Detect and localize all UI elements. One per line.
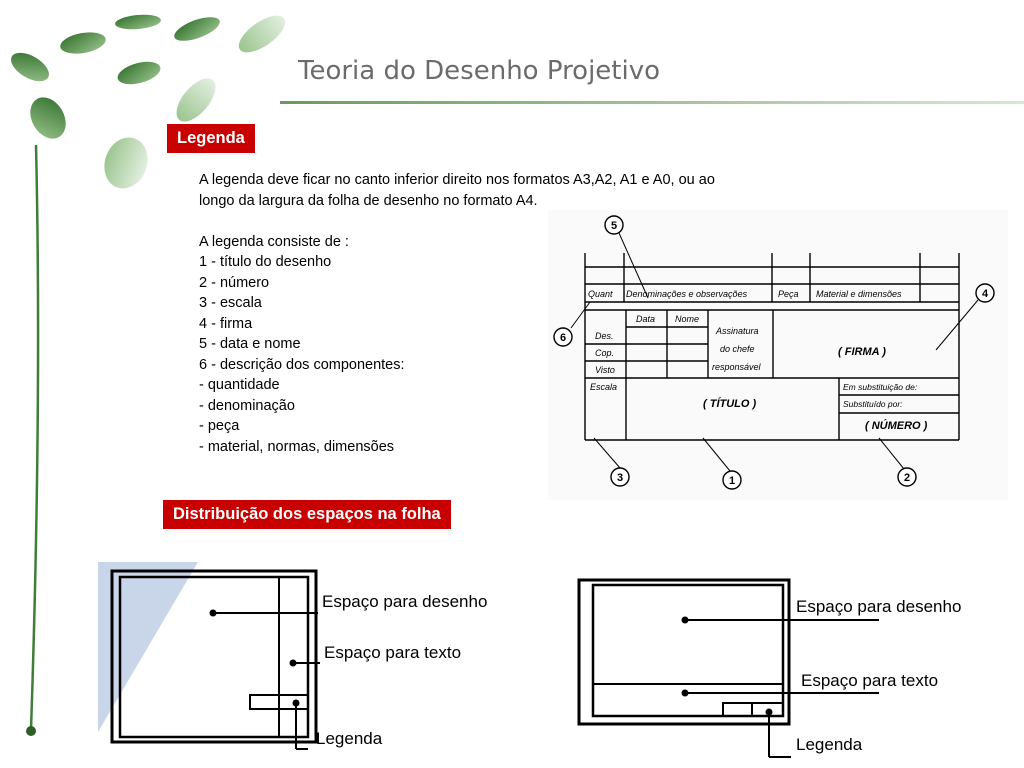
leaf-7 [115,58,163,89]
leaf-8 [169,72,222,129]
leaf-6 [23,91,73,145]
callout-3: 3 [616,472,624,484]
intro-line-1: A legenda deve ficar no canto inferior direito nos formatos A3,A2, A1 e A0, ou ao [199,172,715,188]
sig-2: do chefe [720,344,755,354]
legend-item: 2 - número [199,274,270,291]
left-text-label: Espaço para texto [324,643,462,662]
left-drawing-label: Espaço para desenho [322,592,488,611]
stem [31,145,38,730]
row-des: Des. [595,331,614,341]
title-rule [280,101,1024,104]
legend-item: 4 - firma [199,315,253,332]
leaf-3 [114,13,161,31]
callout-6: 6 [559,332,567,344]
right-drawing-label: Espaço para desenho [796,597,962,616]
leaf-5 [233,9,291,60]
substituicao-label: Em substituição de: [843,382,918,392]
distribuicao-heading: Distribuição dos espaços na folha [163,500,451,529]
callout-1: 1 [728,475,736,487]
numero-label: ( NÚMERO ) [865,420,928,432]
leaf-9 [97,131,154,194]
legend-item: - material, normas, dimensões [199,438,395,455]
slide-title: Teoria do Desenho Projetivo [298,56,661,86]
right-legend-label: Legenda [796,735,863,754]
firma-label: ( FIRMA ) [838,346,886,358]
intro-line-2: longo da largura da folha de desenho no formato A4. [199,192,538,209]
legend-item: 1 - título do desenho [199,254,332,270]
sheet-layout-left [98,562,538,758]
legend-item: 5 - data e nome [199,336,301,352]
col-nome: Nome [675,314,700,324]
left-legend-label: Legenda [316,729,383,748]
hdr-denominacoes: Denominações e observações [626,289,748,299]
sig-1: Assinatura [716,326,759,336]
leaf-4 [171,12,222,45]
legend-item: - quantidade [199,377,280,393]
hdr-peca: Peça [778,289,799,299]
substituido-label: Substituído por: [843,399,903,409]
leaf-1 [6,47,53,87]
row-visto: Visto [595,365,615,375]
hdr-material: Material e dimensões [816,289,902,299]
legend-item: - peça [199,418,240,434]
sheet-layout-right [576,576,1022,762]
title-block-diagram [548,210,1008,500]
stem-dot [26,726,36,736]
sig-3: responsável [712,362,761,372]
legenda-heading: Legenda [167,124,255,153]
legend-item: 3 - escala [199,295,262,311]
callout-4: 4 [981,288,989,300]
hdr-quant: Quant [588,289,613,299]
titulo-label: ( TÍTULO ) [703,398,757,410]
legend-item: 6 - descrição dos componentes: [199,356,405,373]
row-cop: Cop. [595,348,615,358]
list-title: A legenda consiste de : [199,233,349,250]
legend-item: - denominação [199,397,295,414]
leaf-2 [59,29,108,57]
callout-2: 2 [903,472,911,484]
col-data: Data [636,314,656,324]
callout-5: 5 [610,220,618,232]
escala-label: Escala [590,382,618,392]
right-text-label: Espaço para texto [801,671,939,690]
